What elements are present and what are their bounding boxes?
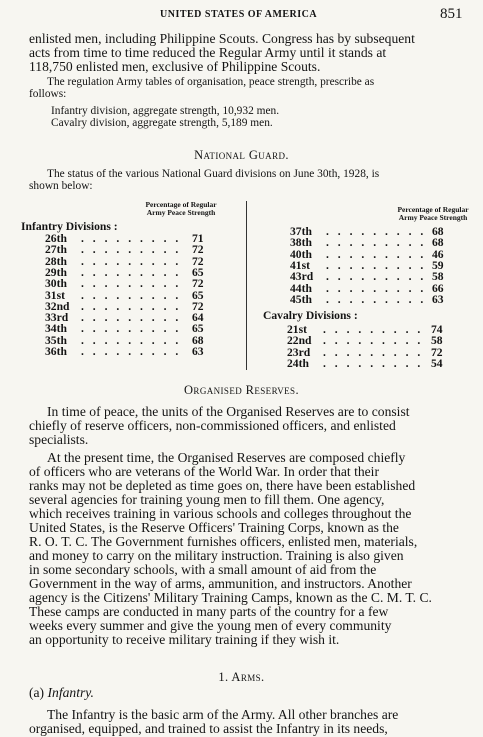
intro-line: acts from time to time reduced the Regular Army until it stands at xyxy=(29,45,387,60)
reserves-line: These camps are conducted in many parts of the country for a few xyxy=(29,604,389,619)
leader-dots: . . . . . . . . . xyxy=(326,281,427,295)
infantry-line: The Infantry is the basic arm of the Army. All other branches are xyxy=(47,707,399,722)
division-name: 28th xyxy=(45,254,67,268)
percentage-value: 72 xyxy=(431,345,443,359)
division-name: 44th xyxy=(290,281,312,295)
tables-line: The regulation Army tables of organisation, peace strength, prescribe as xyxy=(47,76,375,88)
leader-dots: . . . . . . . . . xyxy=(81,311,182,325)
cavalry-divisions-label: Cavalry Divisions : xyxy=(263,309,358,322)
division-name: 27th xyxy=(45,243,67,257)
percentage-value: 66 xyxy=(432,281,444,295)
division-row xyxy=(290,249,452,260)
national-guard-intro-line: shown below: xyxy=(29,180,93,192)
column-header-line: Percentage of Regular xyxy=(145,200,217,209)
percentage-value: 63 xyxy=(192,345,204,358)
infantry-divisions-label: Infantry Divisions : xyxy=(21,220,118,233)
division-name: 21st xyxy=(287,323,307,336)
percentage-value: 68 xyxy=(192,333,204,347)
leader-dots: . . . . . . . . . xyxy=(326,247,427,261)
division-name: 43rd xyxy=(290,270,314,284)
division-name: 24th xyxy=(287,356,309,370)
percentage-value: 72 xyxy=(192,277,204,291)
division-name: 30th xyxy=(45,277,67,291)
division-row xyxy=(290,237,452,248)
leader-dots: . . . . . . . . . xyxy=(81,232,182,245)
reserves-line: agency is the Citizens' Military Training Camps, known as the C. M. T. C. xyxy=(29,590,432,605)
percentage-value: 59 xyxy=(432,258,444,272)
percentage-value: 72 xyxy=(192,299,204,313)
tables-line: follows: xyxy=(29,88,67,100)
running-title: UNITED STATES OF AMERICA xyxy=(160,9,318,20)
reserves-line: ranks may not be depleted as time goes on, there have been established xyxy=(29,478,416,493)
division-row xyxy=(45,256,212,267)
reserves-line: in some secondary schools, with a small amount of aid from the xyxy=(29,562,377,577)
division-name: 23rd xyxy=(287,345,311,359)
leader-dots: . . . . . . . . . xyxy=(81,299,182,313)
leader-dots: . . . . . . . . . xyxy=(323,345,424,359)
leader-dots: . . . . . . . . . xyxy=(326,236,427,250)
tables-paragraph xyxy=(29,76,474,100)
division-strengths xyxy=(51,105,451,129)
percentage-value: 64 xyxy=(192,311,204,325)
intro-line: enlisted men, including Philippine Scouts. Congress has by subsequent xyxy=(29,31,415,46)
reserves-line: which receives training in various schools and colleges throughout the xyxy=(29,506,412,521)
reserves-paragraph-1 xyxy=(29,405,474,447)
reserves-paragraph-2 xyxy=(29,451,474,647)
percentage-value: 58 xyxy=(432,270,444,284)
page-number: 851 xyxy=(440,6,463,22)
intro-paragraph xyxy=(29,32,474,74)
reserves-line: an opportunity to receive military training if they wish it. xyxy=(29,632,340,647)
division-row xyxy=(290,271,452,282)
percentage-value: 68 xyxy=(432,236,444,250)
division-name: 31st xyxy=(45,288,65,302)
reserves-line: chiefly of reserve officers, non-commissioned officers, and enlisted xyxy=(29,418,396,433)
table-divider xyxy=(246,201,247,370)
division-name: 41st xyxy=(290,258,310,272)
percentage-value: 63 xyxy=(432,292,444,306)
division-row xyxy=(287,347,451,358)
leader-dots: . . . . . . . . . xyxy=(81,322,182,336)
leader-dots: . . . . . . . . . xyxy=(81,254,182,268)
reserves-line: weeks every summer and give the young men of every community xyxy=(29,618,392,633)
division-row xyxy=(45,244,212,255)
percentage-value: 54 xyxy=(431,356,443,370)
infantry-subheading xyxy=(29,686,474,700)
leader-dots: . . . . . . . . . xyxy=(81,265,182,279)
leader-dots: . . . . . . . . . xyxy=(81,333,182,347)
leader-dots: . . . . . . . . . xyxy=(81,345,182,358)
reserves-line: and money to carry on the military instruction. Training is also given xyxy=(29,548,404,563)
division-name: 29th xyxy=(45,265,67,279)
leader-dots: . . . . . . . . . xyxy=(326,292,427,306)
percentage-value: 68 xyxy=(432,225,444,238)
organised-reserves-heading: Organised Reserves. xyxy=(183,383,299,397)
reserves-line: several agencies for training young men to fill them. One agency, xyxy=(29,492,385,507)
division-name: 33rd xyxy=(45,311,69,325)
reserves-line: United States, is the Reserve Officers' Training Corps, known as the xyxy=(29,520,399,535)
intro-line: 118,750 enlisted men, exclusive of Philippine Scouts. xyxy=(29,59,321,74)
infantry-division-strength: Infantry division, aggregate strength, 10,932 men. xyxy=(51,105,280,117)
leader-dots: . . . . . . . . . xyxy=(326,258,427,272)
leader-dots: . . . . . . . . . xyxy=(323,323,424,336)
reserves-line: Government in the way of arms, ammunition, and instructors. Another xyxy=(29,576,412,591)
leader-dots: . . . . . . . . . xyxy=(323,334,424,348)
leader-dots: . . . . . . . . . xyxy=(323,356,424,370)
division-name: 22nd xyxy=(287,334,312,348)
division-row xyxy=(45,346,212,357)
division-name: 35th xyxy=(45,333,67,347)
cavalry-division-strength: Cavalry division, aggregate strength, 5,189 men. xyxy=(51,117,273,129)
division-row xyxy=(45,290,212,301)
division-name: 32nd xyxy=(45,299,70,313)
page-header xyxy=(0,6,483,25)
division-row xyxy=(287,358,451,369)
leader-dots: . . . . . . . . . xyxy=(326,270,427,284)
percentage-value: 71 xyxy=(192,232,204,245)
division-name: 40th xyxy=(290,247,312,261)
column-header-line: Percentage of Regular xyxy=(397,205,469,214)
division-name: 36th xyxy=(45,345,67,358)
reserves-line: In time of peace, the units of the Organised Reserves are to consist xyxy=(47,404,410,419)
left-column-header xyxy=(131,201,231,217)
percentage-value: 65 xyxy=(192,288,204,302)
subsection-title: Infantry. xyxy=(47,685,94,700)
national-guard-heading: National Guard. xyxy=(194,148,289,162)
division-row xyxy=(290,283,452,294)
percentage-value: 58 xyxy=(431,334,443,348)
leader-dots: . . . . . . . . . xyxy=(81,277,182,291)
arms-heading: 1. Arms. xyxy=(218,670,265,684)
right-column-header xyxy=(383,206,483,222)
reserves-line: R. O. T. C. The Government furnishes officers, enlisted men, materials, xyxy=(29,534,418,549)
division-row xyxy=(287,335,451,346)
subsection-marker: (a) xyxy=(29,685,45,700)
percentage-value: 46 xyxy=(432,247,444,261)
division-row xyxy=(45,278,212,289)
reserves-line: specialists. xyxy=(29,432,89,447)
reserves-line: of officers who are veterans of the World War. In order that their xyxy=(29,464,379,479)
division-row xyxy=(290,294,452,305)
national-guard-intro-line: The status of the various National Guard divisions on June 30th, 1928, is xyxy=(47,168,380,180)
infantry-paragraph xyxy=(29,708,474,736)
leader-dots: . . . . . . . . . xyxy=(81,288,182,302)
division-name: 37th xyxy=(290,225,312,238)
division-row xyxy=(45,323,212,334)
percentage-value: 74 xyxy=(431,323,443,336)
column-header-line: Army Peace Strength xyxy=(398,213,468,222)
division-name: 38th xyxy=(290,236,312,250)
percentage-value: 72 xyxy=(192,254,204,268)
division-name: 26th xyxy=(45,232,67,245)
column-header-line: Army Peace Strength xyxy=(146,208,216,217)
reserves-line: At the present time, the Organised Reserves are composed chiefly xyxy=(47,450,406,465)
national-guard-intro xyxy=(29,168,474,192)
leader-dots: . . . . . . . . . xyxy=(81,243,182,257)
infantry-line: organised, equipped, and trained to assist the Infantry in its needs, xyxy=(29,721,388,736)
division-name: 34th xyxy=(45,322,67,336)
percentage-value: 72 xyxy=(192,243,204,257)
division-name: 45th xyxy=(290,292,312,306)
percentage-value: 65 xyxy=(192,265,204,279)
percentage-value: 65 xyxy=(192,322,204,336)
leader-dots: . . . . . . . . . xyxy=(326,225,427,238)
